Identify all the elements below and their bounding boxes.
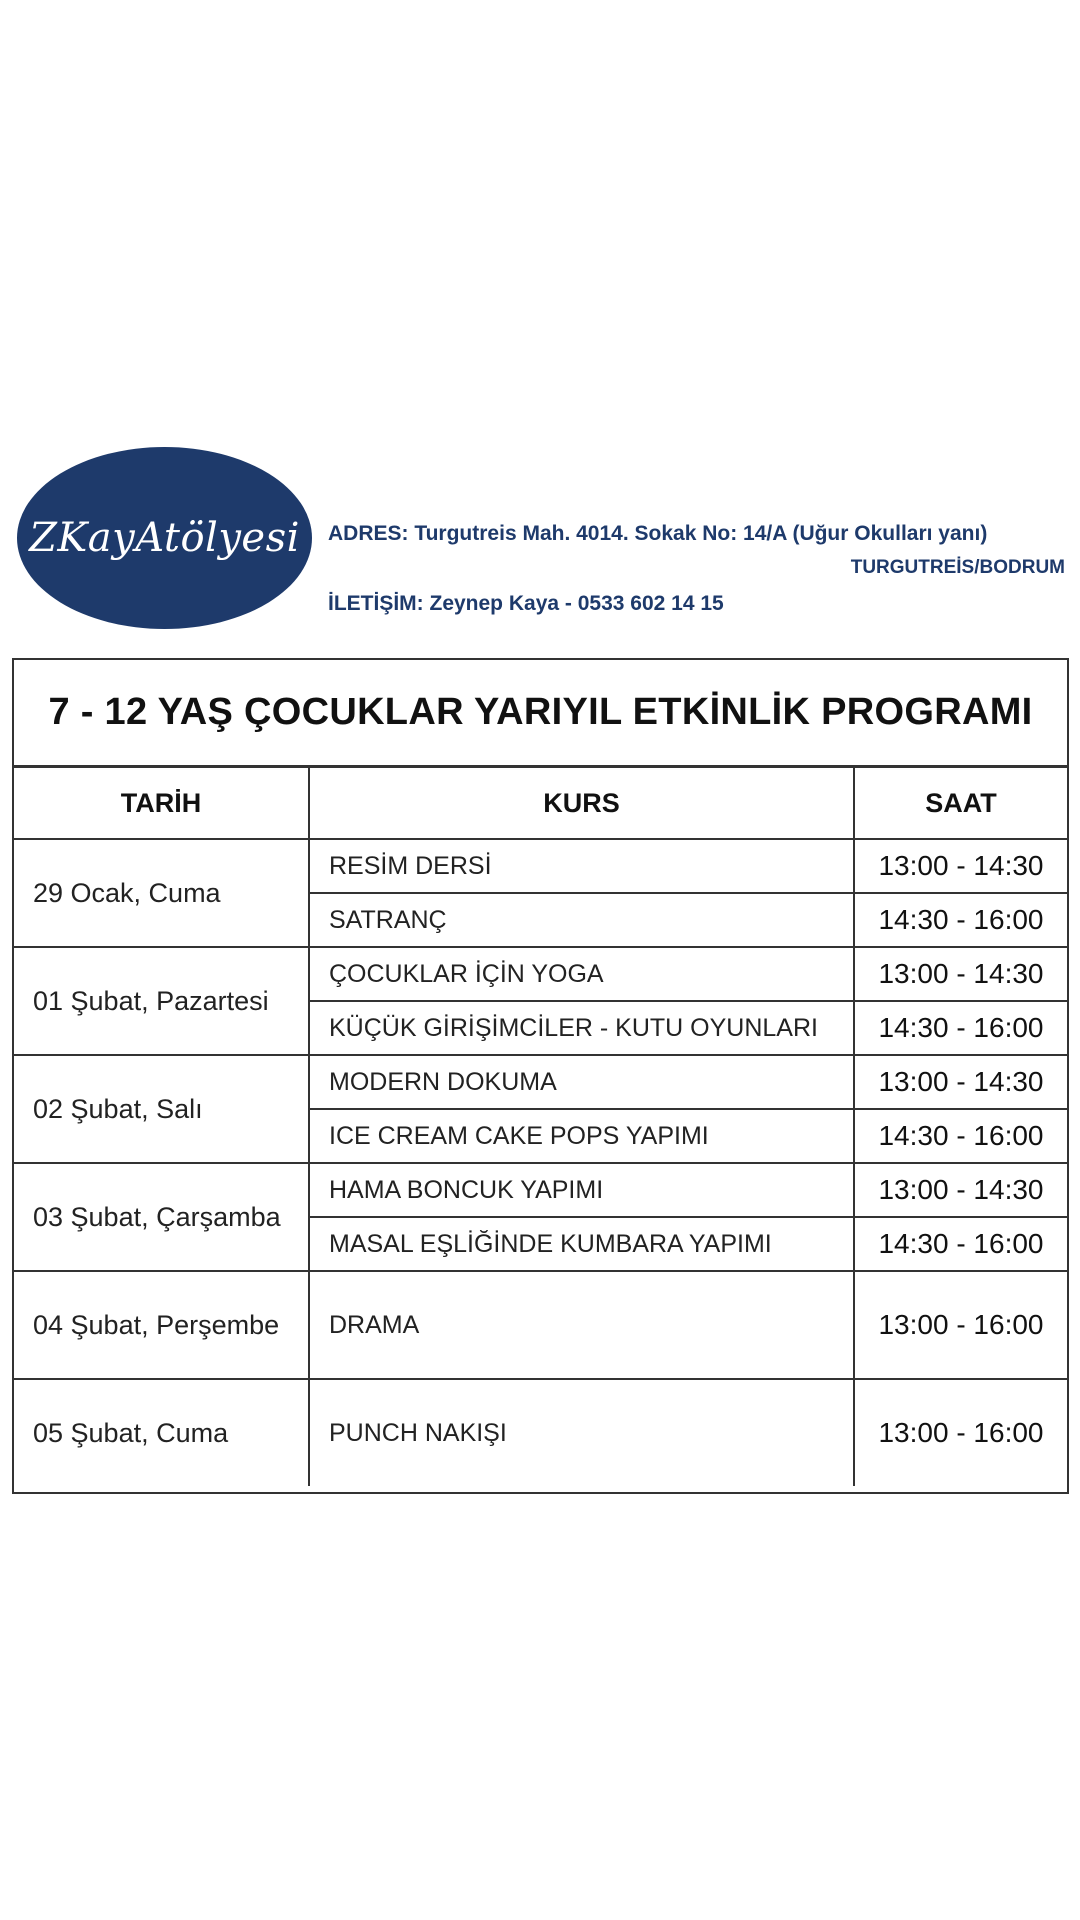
course-cell: DRAMA (309, 1271, 854, 1379)
course-cell: SATRANÇ (309, 893, 854, 947)
time-cell: 14:30 - 16:00 (854, 1109, 1067, 1163)
time-cell: 13:00 - 14:30 (854, 947, 1067, 1001)
brand-logo (17, 447, 312, 629)
time-cell: 13:00 - 16:00 (854, 1271, 1067, 1379)
schedule-table (12, 658, 1069, 1494)
time-cell: 13:00 - 14:30 (854, 1163, 1067, 1217)
city-line: TURGUTREİS/BODRUM (850, 557, 1065, 578)
course-cell: KÜÇÜK GİRİŞİMCİLER - KUTU OYUNLARI (309, 1001, 854, 1055)
time-cell: 14:30 - 16:00 (854, 1001, 1067, 1055)
header-row (14, 768, 1067, 839)
time-cell: 13:00 - 14:30 (854, 839, 1067, 893)
time-cell: 13:00 - 14:30 (854, 1055, 1067, 1109)
table-row (14, 1055, 1067, 1109)
time-cell: 13:00 - 16:00 (854, 1379, 1067, 1486)
course-cell: MODERN DOKUMA (309, 1055, 854, 1109)
column-header-course: KURS (309, 768, 854, 839)
course-cell: ICE CREAM CAKE POPS YAPIMI (309, 1109, 854, 1163)
address-line: ADRES: Turgutreis Mah. 4014. Sokak No: 14/A (Uğur Okulları yanı) (328, 522, 988, 545)
course-cell: RESİM DERSİ (309, 839, 854, 893)
table-row (14, 1379, 1067, 1486)
date-cell: 03 Şubat, Çarşamba (14, 1163, 309, 1271)
course-cell: PUNCH NAKIŞI (309, 1379, 854, 1486)
logo-text: ZKayAtölyesi (29, 515, 300, 561)
schedule-grid (14, 768, 1067, 1486)
course-cell: MASAL EŞLİĞİNDE KUMBARA YAPIMI (309, 1217, 854, 1271)
table-row (14, 1271, 1067, 1379)
column-header-time: SAAT (854, 768, 1067, 839)
table-row (14, 839, 1067, 893)
time-cell: 14:30 - 16:00 (854, 893, 1067, 947)
table-row (14, 1163, 1067, 1217)
date-cell: 02 Şubat, Salı (14, 1055, 309, 1163)
date-cell: 29 Ocak, Cuma (14, 839, 309, 947)
course-cell: ÇOCUKLAR İÇİN YOGA (309, 947, 854, 1001)
contact-line: İLETİŞİM: Zeynep Kaya - 0533 602 14 15 (328, 592, 724, 615)
date-cell: 04 Şubat, Perşembe (14, 1271, 309, 1379)
course-cell: HAMA BONCUK YAPIMI (309, 1163, 854, 1217)
date-cell: 05 Şubat, Cuma (14, 1379, 309, 1486)
time-cell: 14:30 - 16:00 (854, 1217, 1067, 1271)
column-header-date: TARİH (14, 768, 309, 839)
table-row (14, 947, 1067, 1001)
schedule-title: 7 - 12 YAŞ ÇOCUKLAR YARIYIL ETKİNLİK PROGRAMI (14, 660, 1067, 768)
date-cell: 01 Şubat, Pazartesi (14, 947, 309, 1055)
